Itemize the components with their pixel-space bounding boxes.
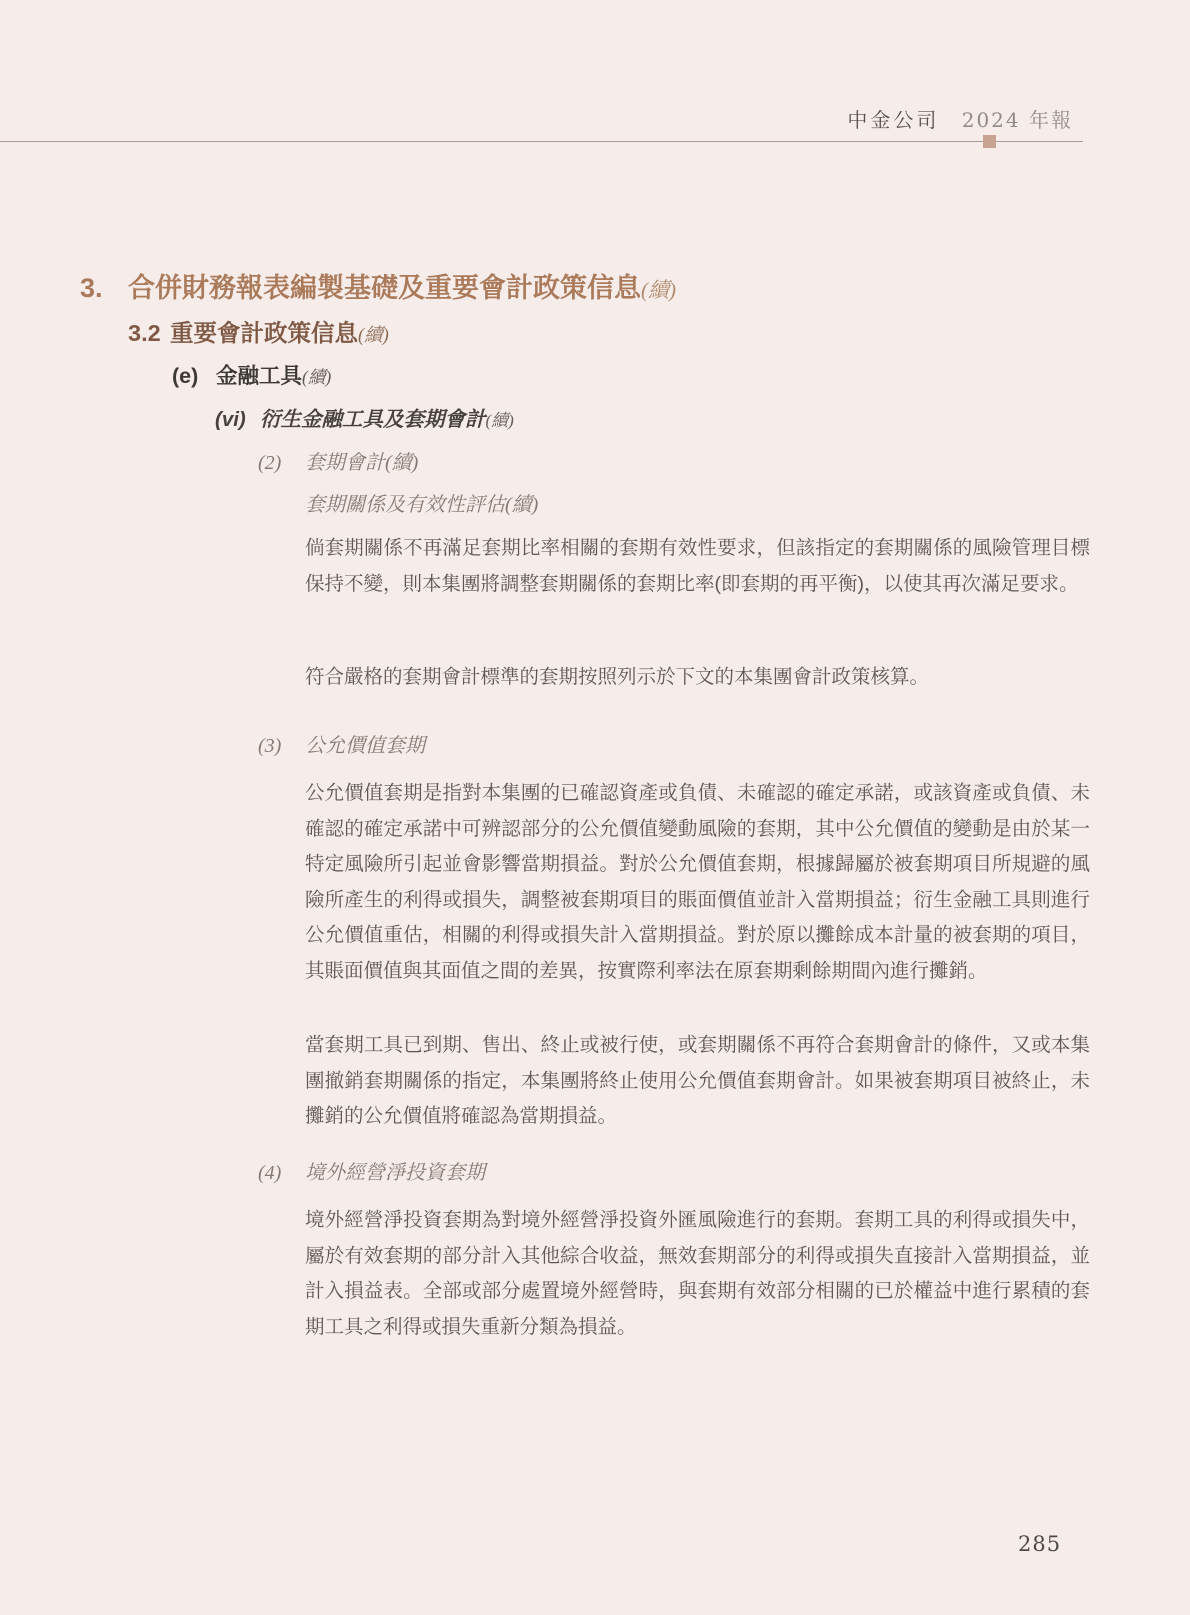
- page-header: [847, 108, 1073, 132]
- header-report-year: 2024 年報: [961, 108, 1073, 132]
- clause-number: (2): [258, 452, 282, 474]
- clause-number: (4): [258, 1162, 282, 1184]
- page-number: 285: [1018, 1532, 1062, 1556]
- clause-heading-2: [258, 446, 418, 475]
- clause-heading-4: [258, 1156, 485, 1185]
- subitem-title-wrap: [260, 402, 514, 432]
- paragraph-hedge-termination: 當套期工具已到期、售出、終止或被行使，或套期關係不再符合套期會計的條件，又或本集團撤銷套期關係的指定，本集團將終止使用公允價值套期會計。如果被套期項目被終止，未攤銷的公允價值將確認為當期損益。: [305, 1034, 1090, 1127]
- paragraph-net-investment-hedge: 境外經營淨投資套期為對境外經營淨投資外匯風險進行的套期。套期工具的利得或損失中，屬於有效套期的部分計入其他綜合收益，無效套期部分的利得或損失直接計入當期損益，並計入損益表。全部或部分處置境外經營時，與套期有效部分相關的已於權益中進行累積的套期工具之利得或損失重新分類為損益。: [305, 1209, 1090, 1338]
- paragraph-fair-value-hedge: 公允價值套期是指對本集團的已確認資產或負債、未確認的確定承諾，或該資產或負債、未確認的確定承諾中可辨認部分的公允價值變動風險的套期，其中公允價值的變動是由於某一特定風險所引起並會影響當期損益。對於公允價值套期，根據歸屬於被套期項目所規避的風險所產生的利得或損失，調整被套期項目的賬面價值並計入當期損益；衍生金融工具則進行公允價值重估，相關的利得或損失計入當期損益。對於原以攤餘成本計量的被套期的項目，其賬面價值與其面值之間的差異，按實際利率法在原套期剩餘期間內進行攤銷。: [305, 782, 1090, 982]
- clause-number: (3): [258, 735, 282, 757]
- section-title-wrap: [128, 266, 676, 305]
- paragraph-hedge-criteria: 符合嚴格的套期會計標準的套期按照列示於下文的本集團會計政策核算。: [305, 666, 930, 688]
- clause-title: 境外經營淨投資套期: [305, 1162, 485, 1184]
- item-heading-e: [172, 359, 331, 390]
- continued-marker: (續): [485, 411, 514, 430]
- section-heading-3: [80, 266, 676, 305]
- subitem-heading-vi: [215, 402, 514, 432]
- paragraph-hedge-ratio: 倘套期關係不再滿足套期比率相關的套期有效性要求，但該指定的套期關係的風險管理目標保持不變，則本集團將調整套期關係的套期比率(即套期的再平衡)，以使其再次滿足要求。: [305, 537, 1090, 595]
- subsection-title: 重要會計政策信息: [170, 320, 358, 346]
- continued-marker: (續): [641, 278, 676, 302]
- subitem-title: 衍生金融工具及套期會計: [260, 408, 486, 431]
- clause-subheading: 套期關係及有效性評估(續): [305, 494, 539, 516]
- clause-heading-3: [258, 729, 425, 758]
- subsection-heading-3-2: [128, 314, 389, 348]
- clause-title: 公允價值套期: [305, 735, 425, 757]
- subsection-title-wrap: [170, 314, 389, 348]
- continued-marker: (續): [358, 326, 389, 346]
- header-company-name: 中金公司: [847, 108, 940, 132]
- clause-title: 套期會計(續): [305, 452, 419, 474]
- subitem-numeral: (vi): [215, 408, 246, 431]
- item-title: 金融工具: [216, 364, 303, 388]
- section-number: 3.: [80, 273, 103, 303]
- item-title-wrap: [216, 359, 331, 390]
- header-rule-line: [0, 141, 1083, 142]
- section-title: 合併財務報表編製基礎及重要會計政策信息: [128, 273, 641, 303]
- item-letter: (e): [172, 364, 199, 388]
- continued-marker: (續): [302, 367, 332, 387]
- subsection-number: 3.2: [128, 320, 161, 346]
- header-rule-marker: [983, 135, 996, 148]
